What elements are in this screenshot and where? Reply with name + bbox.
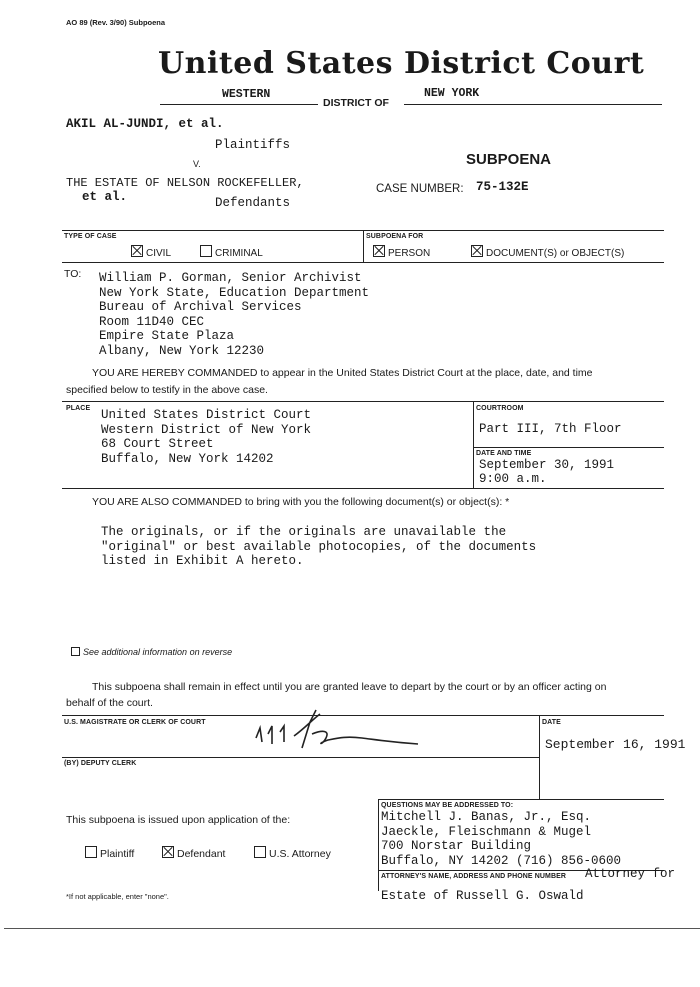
person-label: PERSON <box>388 248 431 259</box>
place-line: Western District of New York <box>101 422 312 437</box>
date-label: DATE <box>542 719 561 726</box>
see-reverse-box <box>71 647 80 656</box>
place-line: Buffalo, New York 14202 <box>101 451 274 466</box>
attorney-address <box>381 810 621 868</box>
plaintiffs-label: Plaintiffs <box>215 138 291 152</box>
attorney-for: Attorney for <box>585 867 676 881</box>
deputy-clerk-label: (BY) DEPUTY CLERK <box>64 760 137 767</box>
defendants-label: Defendants <box>215 196 291 210</box>
us-attorney-checkbox[interactable] <box>254 846 331 860</box>
attorney-line: Buffalo, NY 14202 (716) 856-0600 <box>381 853 622 868</box>
attorney-estate: Estate of Russell G. Oswald <box>381 889 584 903</box>
place-address <box>101 408 311 466</box>
courtroom-label: COURTROOM <box>476 405 524 412</box>
place-line: United States District Court <box>101 408 312 422</box>
to-label: TO: <box>64 268 82 280</box>
subpoena-for-label: SUBPOENA FOR <box>366 233 424 240</box>
attorney-line: Jaeckle, Fleischmann & Mugel <box>381 824 592 839</box>
criminal-checkbox[interactable] <box>200 245 263 259</box>
civil-label: CIVIL <box>146 248 172 259</box>
effect-text-1: This subpoena shall remain in effect until you are granted leave to depart by the court or by an officer acting on <box>92 681 607 693</box>
recipient-line: William P. Gorman, Senior Archivist <box>99 271 362 285</box>
command-text-1: YOU ARE HEREBY COMMANDED to appear in the United States District Court at the place, date, and time <box>92 367 593 379</box>
person-checkbox[interactable] <box>373 245 430 259</box>
date-value: September 30, 1991 <box>479 458 615 472</box>
district-right: NEW YORK <box>424 87 480 100</box>
type-of-case-label: TYPE OF CASE <box>64 233 117 240</box>
recipient-line: Room 11D40 CEC <box>99 314 205 329</box>
defendants-name-2: et al. <box>82 190 128 204</box>
attorney-footer-label: ATTORNEY'S NAME, ADDRESS AND PHONE NUMBER <box>381 873 567 880</box>
case-number-label: CASE NUMBER: <box>376 183 464 195</box>
plaintiff-check-box <box>85 846 97 858</box>
also-commanded: YOU ARE ALSO COMMANDED to bring with you the following document(s) or object(s): * <box>92 496 510 508</box>
place-label: PLACE <box>66 405 91 412</box>
documents-check-box <box>471 245 483 257</box>
defendant-checkbox[interactable] <box>162 846 225 860</box>
attorney-line: 700 Norstar Building <box>381 839 532 853</box>
us-attorney-label: U.S. Attorney <box>269 848 331 860</box>
defendants-name-1: THE ESTATE OF NELSON ROCKEFELLER, <box>66 176 304 190</box>
recipient-line: Albany, New York 12230 <box>99 343 265 358</box>
see-reverse-checkbox[interactable] <box>71 647 232 657</box>
us-attorney-check-box <box>254 846 266 858</box>
documents-text <box>101 525 536 569</box>
issued-upon-text: This subpoena is issued upon application of the: <box>66 814 291 826</box>
magistrate-label: U.S. MAGISTRATE OR CLERK OF COURT <box>64 719 206 726</box>
courtroom-value: Part III, 7th Floor <box>479 422 622 436</box>
footnote: *If not applicable, enter "none". <box>66 892 169 901</box>
court-title: United States District Court <box>158 46 645 81</box>
person-check-box <box>373 245 385 257</box>
plaintiff-label: Plaintiff <box>100 848 135 860</box>
defendant-check-box <box>162 846 174 858</box>
see-reverse-label: See additional information on reverse <box>83 647 233 657</box>
form-id: AO 89 (Rev. 3/90) Subpoena <box>66 18 166 27</box>
civil-checkbox[interactable] <box>131 245 171 259</box>
effect-text-2: behalf of the court. <box>66 697 153 709</box>
questions-label: QUESTIONS MAY BE ADDRESSED TO: <box>381 802 514 809</box>
documents-line: listed in Exhibit A hereto. <box>101 554 304 568</box>
district-left: WESTERN <box>222 88 271 101</box>
plaintiff-checkbox[interactable] <box>85 846 134 860</box>
defendant-label: Defendant <box>177 848 226 860</box>
date-time-label: DATE AND TIME <box>476 450 532 457</box>
versus: V. <box>193 159 201 169</box>
recipient-line: New York State, Education Department <box>99 285 370 300</box>
command-text-2: specified below to testify in the above case. <box>66 384 268 396</box>
time-value: 9:00 a.m. <box>479 472 547 486</box>
recipient-line: Empire State Plaza <box>99 329 235 343</box>
plaintiffs-name: AKIL AL-JUNDI, et al. <box>66 117 224 131</box>
recipient-line: Bureau of Archival Services <box>99 300 302 314</box>
documents-line: "original" or best available photocopies, of the documents <box>101 539 537 554</box>
documents-label: DOCUMENT(S) or OBJECT(S) <box>486 248 625 259</box>
case-number-value: 75-132E <box>476 180 529 194</box>
place-line: 68 Court Street <box>101 437 214 451</box>
recipient-address <box>99 271 369 358</box>
district-label: DISTRICT OF <box>323 97 389 109</box>
attorney-line: Mitchell J. Banas, Jr., Esq. <box>381 810 592 824</box>
documents-line: The originals, or if the originals are unavailable the <box>101 525 507 539</box>
document-title: SUBPOENA <box>466 151 552 168</box>
criminal-label: CRIMINAL <box>215 248 263 259</box>
issue-date: September 16, 1991 <box>545 737 686 752</box>
signature <box>250 708 420 756</box>
criminal-check-box <box>200 245 212 257</box>
civil-check-box <box>131 245 143 257</box>
documents-checkbox[interactable] <box>471 245 624 259</box>
